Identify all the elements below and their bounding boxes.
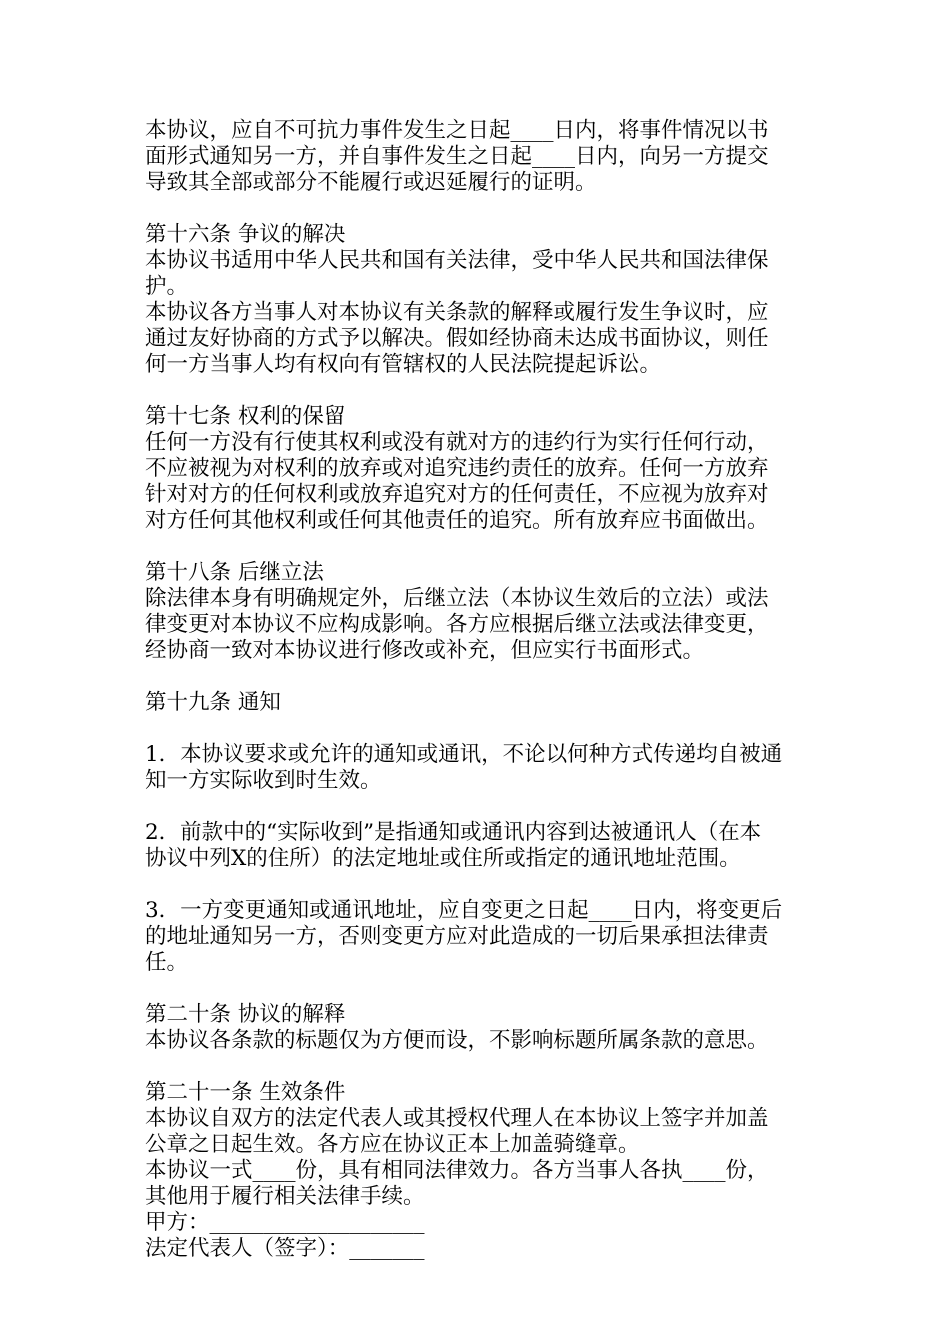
text-line: 知一方实际收到时生效。 xyxy=(145,768,382,793)
text-line: 导致其全部或部分不能履行或迟延履行的证明。 xyxy=(145,170,597,195)
paragraph-gap xyxy=(145,872,815,898)
paragraph-gap xyxy=(145,664,815,690)
text-line: 其他用于履行相关法律手续。 xyxy=(145,1184,425,1209)
paragraph-gap xyxy=(145,716,815,742)
text-line: 对方任何其他权利或任何其他责任的追究。所有放弃应书面做出。 xyxy=(145,508,769,533)
text-line: 本协议，应自不可抗力事件发生之日起____日内，将事件情况以书 xyxy=(145,118,769,143)
party-a-signature-line: 甲方：____________________ xyxy=(145,1210,425,1235)
text-line: 本协议各条款的标题仅为方便而设，不影响标题所属条款的意思。 xyxy=(145,1028,769,1053)
text-line: 面形式通知另一方，并自事件发生之日起____日内，向另一方提交 xyxy=(145,144,769,169)
text-line: 本协议书适用中华人民共和国有关法律，受中华人民共和国法律保 xyxy=(145,248,769,273)
text-line: 本协议各方当事人对本协议有关条款的解释或履行发生争议时，应 xyxy=(145,300,769,325)
text-line: 何一方当事人均有权向有管辖权的人民法院提起诉讼。 xyxy=(145,352,662,377)
section-heading: 第二十条 协议的解释 xyxy=(145,1002,346,1027)
text-line: 1．本协议要求或允许的通知或通讯，不论以何种方式传递均自被通 xyxy=(145,742,783,767)
text-line: 协议中列X的住所）的法定地址或住所或指定的通讯地址范围。 xyxy=(145,846,741,871)
text-line: 律变更对本协议不应构成影响。各方应根据后继立法或法律变更， xyxy=(145,612,769,637)
section-heading: 第十八条 后继立法 xyxy=(145,560,324,585)
text-line: 本协议一式____份，具有相同法律效力。各方当事人各执____份， xyxy=(145,1158,769,1183)
text-line: 任何一方没有行使其权利或没有就对方的违约行为实行任何行动， xyxy=(145,430,769,455)
section-heading: 第十六条 争议的解决 xyxy=(145,222,346,247)
text-line: 的地址通知另一方，否则变更方应对此造成的一切后果承担法律责 xyxy=(145,924,769,949)
paragraph-gap xyxy=(145,534,815,560)
paragraph-gap xyxy=(145,378,815,404)
text-line: 除法律本身有明确规定外，后继立法（本协议生效后的立法）或法 xyxy=(145,586,769,611)
text-line: 任。 xyxy=(145,950,189,975)
text-line: 针对对方的任何权利或放弃追究对方的任何责任，不应视为放弃对 xyxy=(145,482,769,507)
paragraph-gap xyxy=(145,794,815,820)
paragraph-gap xyxy=(145,1054,815,1080)
text-line: 公章之日起生效。各方应在协议正本上加盖骑缝章。 xyxy=(145,1132,640,1157)
text-line: 通过友好协商的方式予以解决。假如经协商未达成书面协议，则任 xyxy=(145,326,769,351)
text-line: 经协商一致对本协议进行修改或补充，但应实行书面形式。 xyxy=(145,638,705,663)
section-heading: 第十七条 权利的保留 xyxy=(145,404,346,429)
text-line: 2．前款中的“实际收到”是指通知或通讯内容到达被通讯人（在本 xyxy=(145,820,762,845)
text-line: 本协议自双方的法定代表人或其授权代理人在本协议上签字并加盖 xyxy=(145,1106,769,1131)
legal-representative-signature-line: 法定代表人（签字）：_______ xyxy=(145,1236,425,1261)
text-line: 3．一方变更通知或通讯地址，应自变更之日起____日内，将变更后 xyxy=(145,898,783,923)
paragraph-gap xyxy=(145,196,815,222)
section-heading: 第二十一条 生效条件 xyxy=(145,1080,346,1105)
text-line: 不应被视为对权利的放弃或对追究违约责任的放弃。任何一方放弃 xyxy=(145,456,769,481)
paragraph-gap xyxy=(145,976,815,1002)
section-heading: 第十九条 通知 xyxy=(145,690,281,715)
document-body xyxy=(145,118,815,1262)
text-line: 护。 xyxy=(145,274,189,299)
